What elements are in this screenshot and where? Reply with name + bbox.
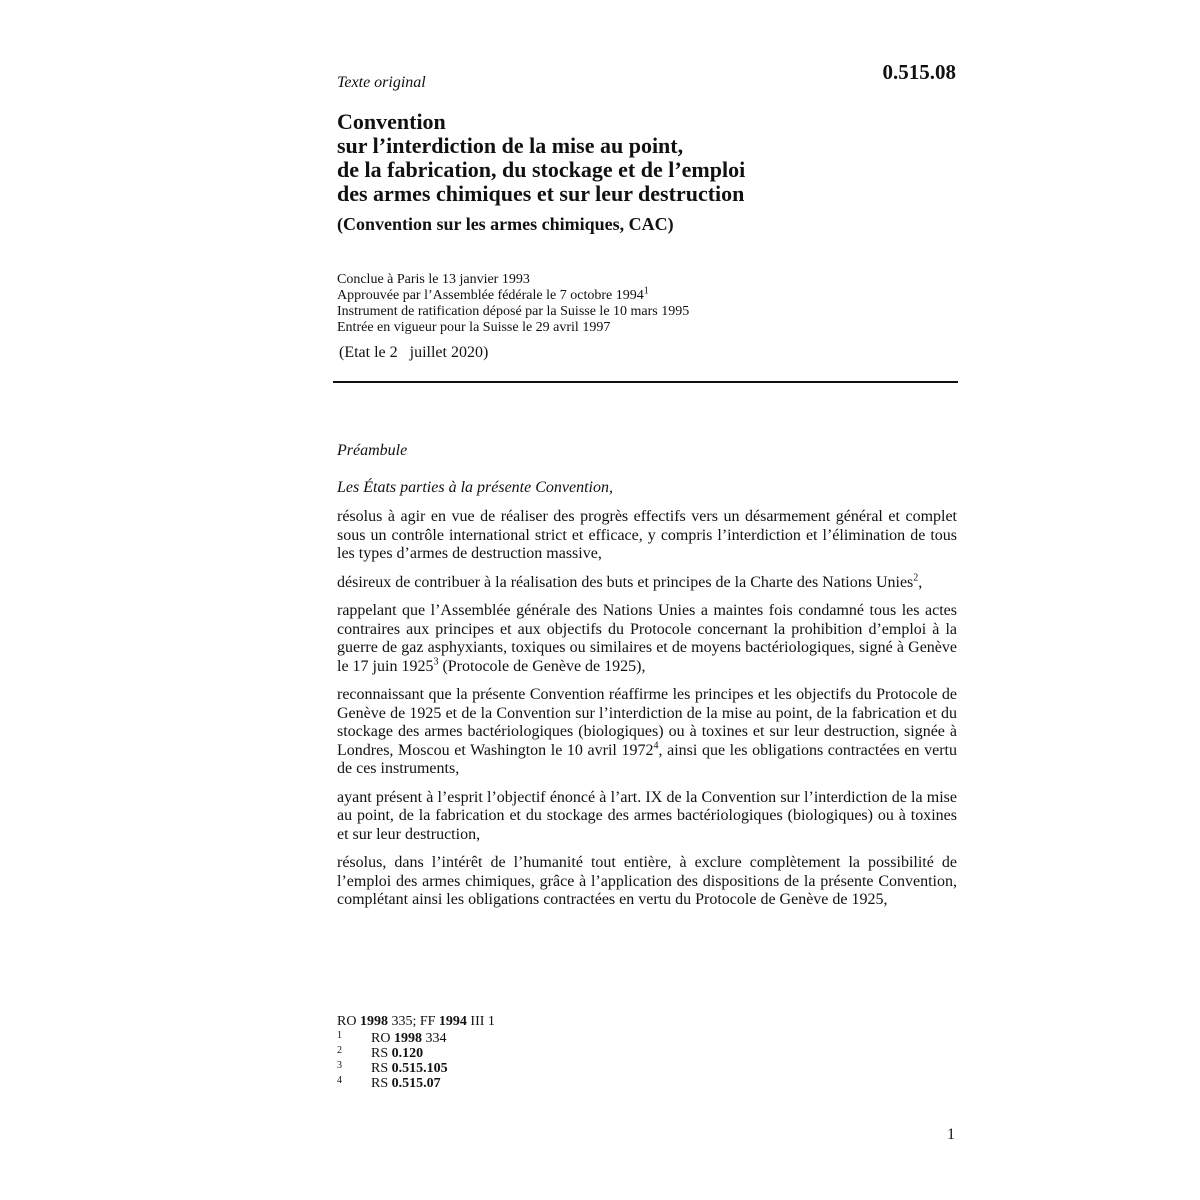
ref-text: III 1 — [470, 1014, 495, 1029]
footnote-bold: 0.515.105 — [391, 1061, 448, 1076]
footnote-bold: 1998 — [393, 1031, 422, 1046]
preamble-paragraph: ayant présent à l’esprit l’objectif énoncé à l’art. IX de la Convention sur l’interdiction de la mise au point, de la fabrication et du stockage des armes bactériologiques (biologiques) ou à toxines et sur leur destruction, — [337, 788, 957, 843]
footnote-ref[interactable]: 3 — [433, 656, 439, 668]
meta-approved-text: Approuvée par l’Assemblée fédérale le 7 octobre 1994 — [337, 288, 644, 303]
title-line: des armes chimiques et sur leur destruction — [337, 181, 745, 206]
title-line: sur l’interdiction de la mise au point, — [337, 133, 684, 158]
footnote-ref[interactable]: 4 — [653, 740, 659, 752]
footnote-prefix: RS — [371, 1046, 389, 1061]
footnote-prefix: RS — [371, 1076, 389, 1091]
document-meta — [337, 272, 689, 336]
footnote-number: 3 — [337, 1060, 342, 1071]
state-date: (Etat le 2 juillet 2020) — [339, 344, 489, 361]
paragraph-text: (Protocole de Genève de 1925), — [438, 657, 646, 675]
footnote-text — [371, 1046, 423, 1061]
footnote — [337, 1061, 448, 1076]
ref-text: 335; FF — [391, 1014, 436, 1029]
footnote — [337, 1046, 448, 1061]
meta-approved — [337, 285, 689, 304]
preamble-paragraph — [337, 602, 957, 676]
page-number: 1 — [947, 1126, 955, 1143]
ref-year: 1994 — [438, 1014, 467, 1029]
preamble-body — [337, 508, 957, 920]
footnote-ref[interactable]: 1 — [643, 285, 649, 297]
footnote-bold: 0.515.07 — [391, 1076, 441, 1091]
footnote — [337, 1031, 448, 1046]
footnote-text — [371, 1076, 441, 1091]
ref-year: 1998 — [359, 1014, 388, 1029]
document-subtitle: (Convention sur les armes chimiques, CAC) — [337, 214, 674, 234]
footnote-number: 1 — [337, 1030, 342, 1041]
preamble-intro: Les États parties à la présente Convention, — [337, 479, 613, 496]
paragraph-text: , — [918, 573, 923, 591]
preamble-heading: Préambule — [337, 442, 408, 459]
footnotes — [337, 1031, 448, 1091]
paragraph-text: , ainsi que les obligations contractées en vertu de ces instruments, — [337, 741, 957, 777]
meta-ratification: Instrument de ratification déposé par la Suisse le 10 mars 1995 — [337, 304, 690, 319]
footnote-rest: 334 — [425, 1031, 447, 1046]
ref-prefix: RO — [337, 1014, 357, 1029]
official-reference — [337, 1014, 495, 1030]
footnote-number: 4 — [337, 1075, 342, 1086]
footnote-number: 2 — [337, 1045, 342, 1056]
preamble-paragraph — [337, 686, 957, 779]
footnote-prefix: RO — [371, 1031, 391, 1046]
footnote-text — [371, 1031, 446, 1046]
footnote — [337, 1076, 448, 1091]
title-line: Convention — [337, 109, 446, 134]
footnote-ref[interactable]: 2 — [913, 572, 919, 584]
preamble-paragraph: résolus à agir en vue de réaliser des progrès effectifs vers un désarmement général et complet sous un contrôle international strict et efficace, y compris l’interdiction et l’élimination de tous les types d’armes de destruction massive, — [337, 508, 957, 562]
meta-entry-into-force: Entrée en vigueur pour la Suisse le 29 avril 1997 — [337, 320, 611, 335]
footnote-bold: 0.120 — [391, 1046, 424, 1061]
original-text-label: Texte original — [337, 74, 426, 91]
paragraph-text: rappelant que l’Assemblée générale des Nations Unies a maintes fois condamné tous les actes contraires aux principes et aux objectifs du Protocole concernant la prohibition d’emploi à la guerre de gaz asphyxiants, toxiques ou similaires et de moyens bactériologiques, signé à Genève le 17 juin 1925 — [337, 602, 957, 675]
preamble-paragraph: résolus, dans l’intérêt de l’humanité tout entière, à exclure complètement la possibilité de l’emploi des armes chimiques, grâce à l’application des dispositions de la présente Convention, complétant ainsi les obligations contractées en vertu du Protocole de Genève de 1925, — [337, 854, 957, 908]
footnote-prefix: RS — [371, 1061, 389, 1076]
document-title — [337, 110, 957, 206]
sr-number: 0.515.08 — [882, 60, 956, 84]
footnote-text — [371, 1061, 448, 1076]
paragraph-text: désireux de contribuer à la réalisation des buts et principes de la Charte des Nations Unies — [337, 573, 914, 591]
title-line: de la fabrication, du stockage et de l’emploi — [337, 157, 746, 182]
paragraph-text: reconnaissant que la présente Convention réaffirme les principes et les objectifs du Protocole de Genève de 1925 et de la Convention sur l’interdiction de la mise au point, de la fabrication et du stockage des armes bactériologiques (biologiques) ou à toxines et sur leur destruction, signée à Londres, Moscou et Washington le 10 avril 1972 — [337, 686, 957, 759]
preamble-paragraph — [337, 574, 957, 593]
header-divider — [333, 381, 958, 383]
meta-concluded: Conclue à Paris le 13 janvier 1993 — [337, 272, 530, 287]
